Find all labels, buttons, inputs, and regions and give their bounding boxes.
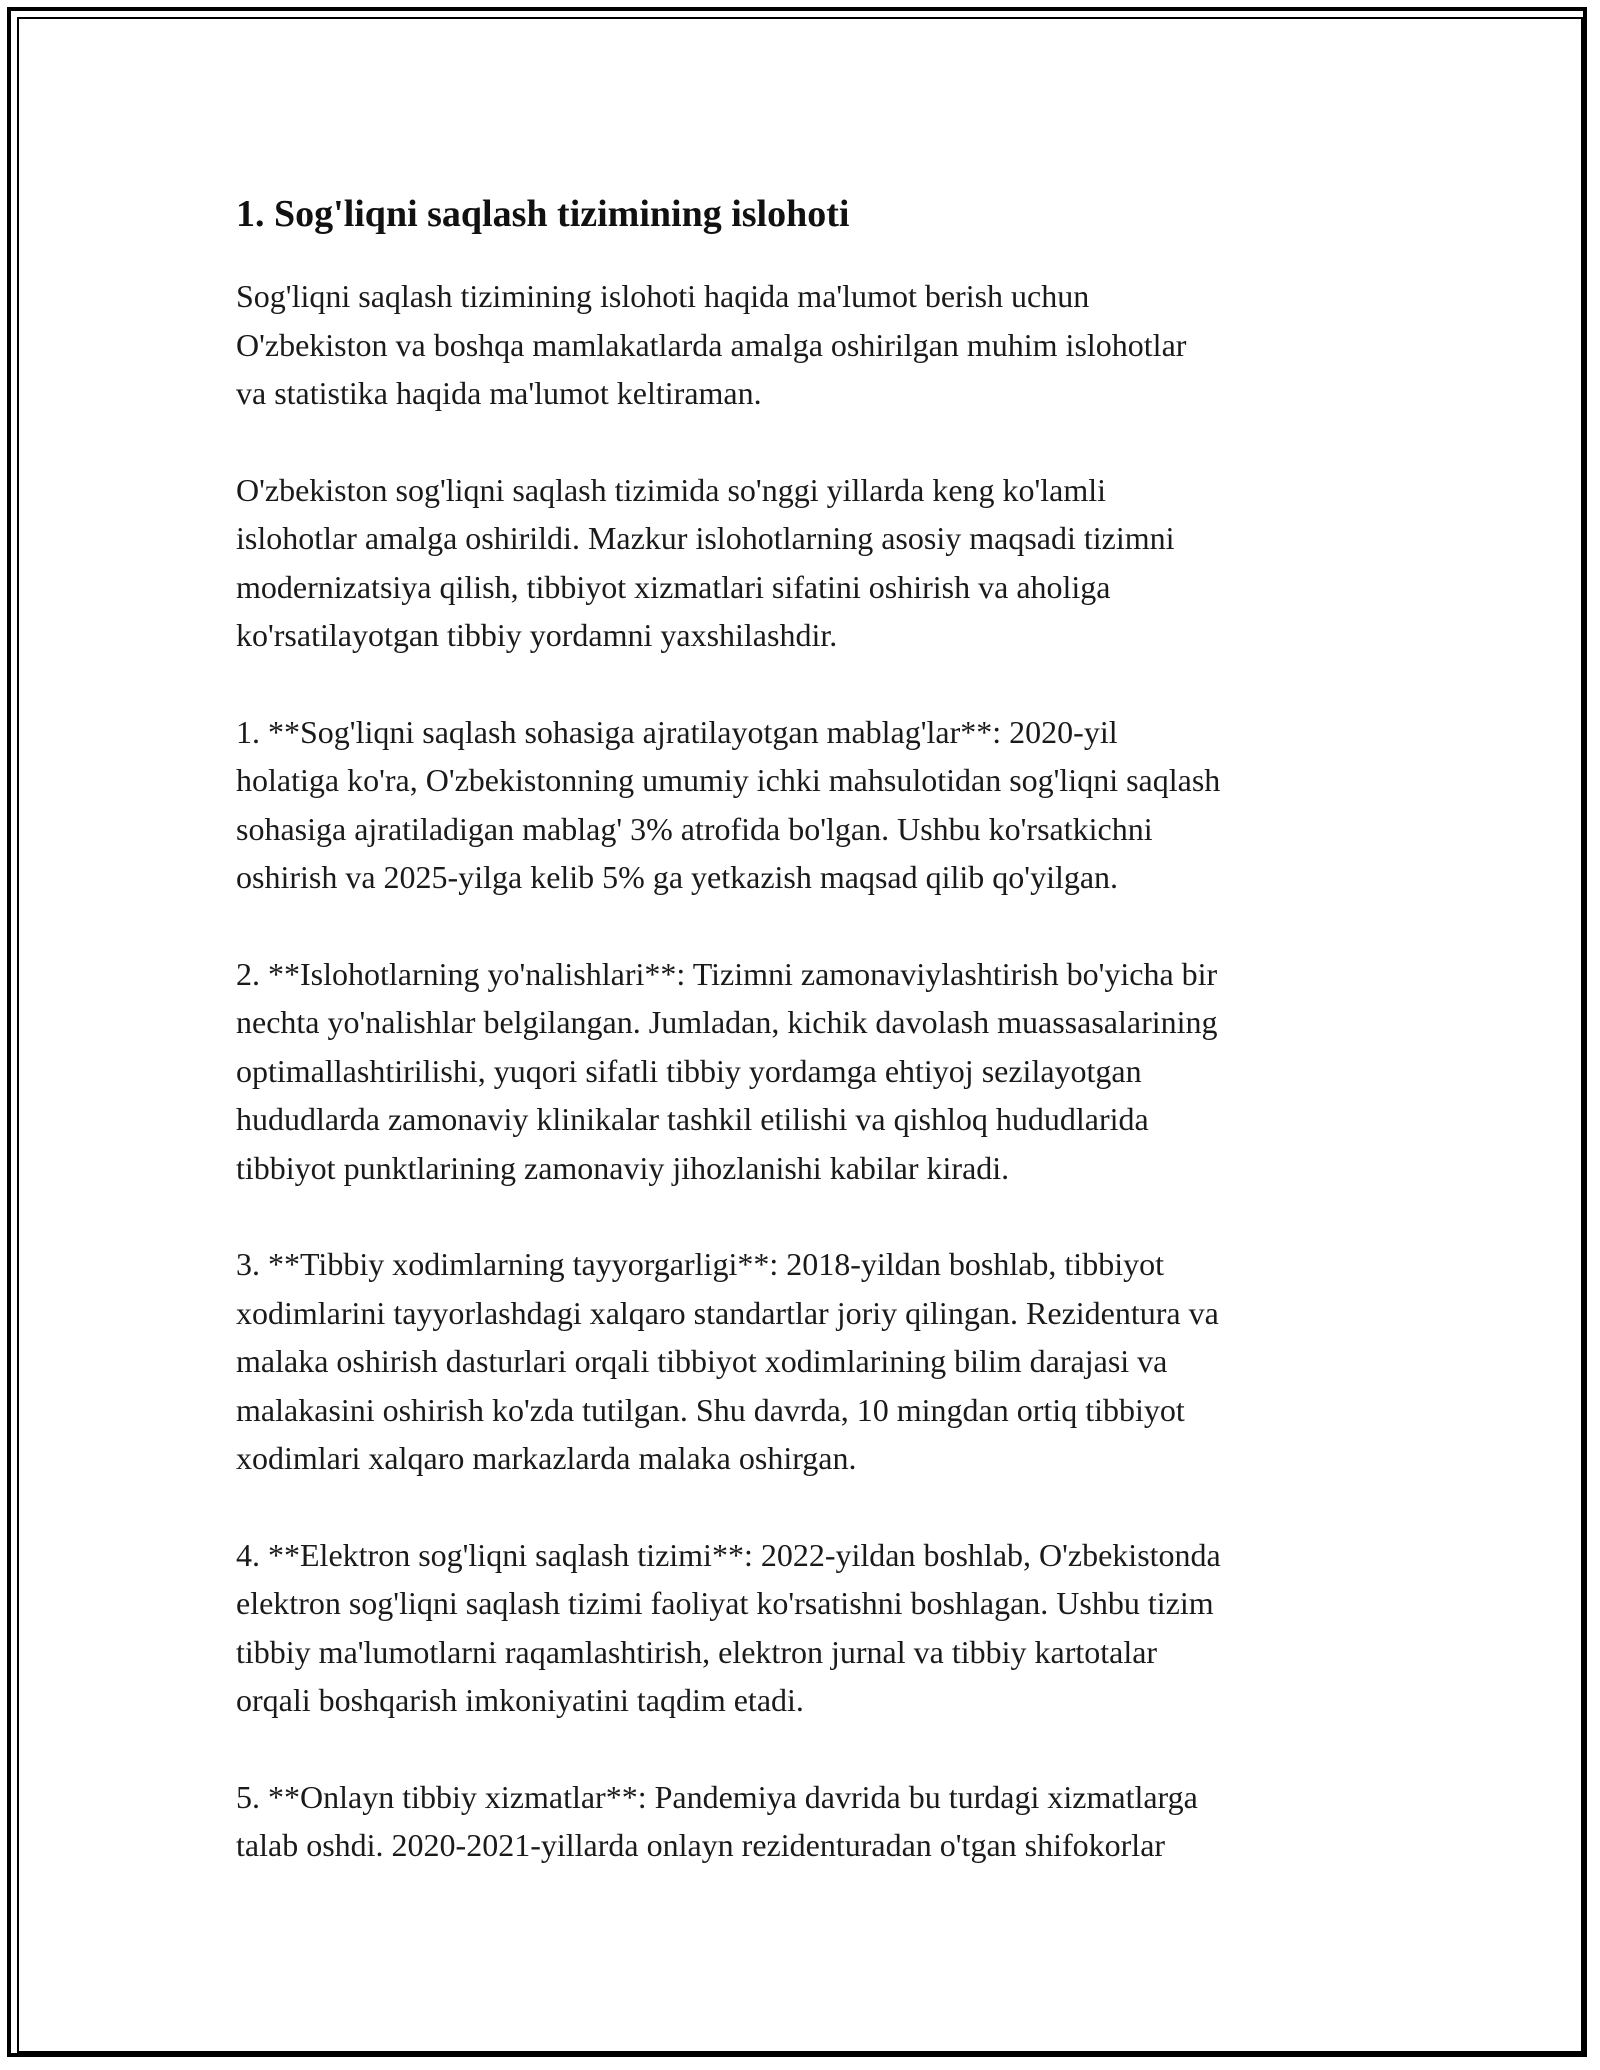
list-item-e-health: 4. **Elektron sog'liqni saqlash tizimi**: 2022-yildan boshlab, O'zbekistonda elektron sog'liqni saqlash tizimi faoliyat ko'rsatishni boshlagan. Ushbu tizim tibbiy ma'lumotlarni raqamlashtirish, elektron jurnal va tibbiy kartotalar orqali boshqarish imkoniyatini taqdim etadi. xyxy=(236,1536,1221,1718)
list-item-online-services: 5. **Onlayn tibbiy xizmatlar**: Pandemiya davrida bu turdagi xizmatlarga talab oshdi. 2020-2021-yillarda onlayn rezidenturadan o'tgan shifokorlar xyxy=(236,1778,1198,1863)
overview-paragraph: O'zbekiston sog'liqni saqlash tizimida so'nggi yillarda keng ko'lamli islohotlar amalga oshirildi. Mazkur islohotlarning asosiy maqsadi tizimni modernizatsiya qilish, tibbiyot xizmatlari sifatini oshirish va aholiga ko'rsatilayotgan tibbiy yordamni yaxshilashdir. xyxy=(236,471,1175,653)
document-body xyxy=(236,186,1386,1870)
intro-paragraph: Sog'liqni saqlash tizimining islohoti haqida ma'lumot berish uchun O'zbekiston va boshqa mamlakatlarda amalga oshirilgan muhim islohotlar va statistika haqida ma'lumot keltiraman. xyxy=(236,278,1187,411)
section-heading: 1. Sog'liqni saqlash tizimining islohoti xyxy=(236,193,850,235)
list-item-directions: 2. **Islohotlarning yo'nalishlari**: Tizimni zamonaviylashtirish bo'yicha bir nechta yo'nalishlar belgilangan. Jumladan, kichik davolash muassasalarining optimallashtirilishi, yuqori sifatli tibbiy yordamga ehtiyoj sezilayotgan hududlarda zamonaviy klinikalar tashkil etilishi va qishloq hududlarida tibbiyot punktlarining zamonaviy jihozlanishi kabilar kiradi. xyxy=(236,955,1218,1186)
list-item-staff-training: 3. **Tibbiy xodimlarning tayyorgarligi**: 2018-yildan boshlab, tibbiyot xodimlarini tayyorlashdagi xalqaro standartlar joriy qilingan. Rezidentura va malaka oshirish dasturlari orqali tibbiyot xodimlarining bilim darajasi va malakasini oshirish ko'zda tutilgan. Shu davrda, 10 mingdan ortiq tibbiyot xodimlari xalqaro markazlarda malaka oshirgan. xyxy=(236,1246,1219,1476)
list-item-funding: 1. **Sog'liqni saqlash sohasiga ajratilayotgan mablag'lar**: 2020-yil holatiga ko'ra, O'zbekistonning umumiy ichki mahsulotidan sog'liqni saqlash sohasiga ajratiladigan mablag' 3% atrofida bo'lgan. Ushbu ko'rsatkichni oshirish va 2025-yilga kelib 5% ga yetkazish maqsad qilib qo'yilgan. xyxy=(236,713,1221,895)
